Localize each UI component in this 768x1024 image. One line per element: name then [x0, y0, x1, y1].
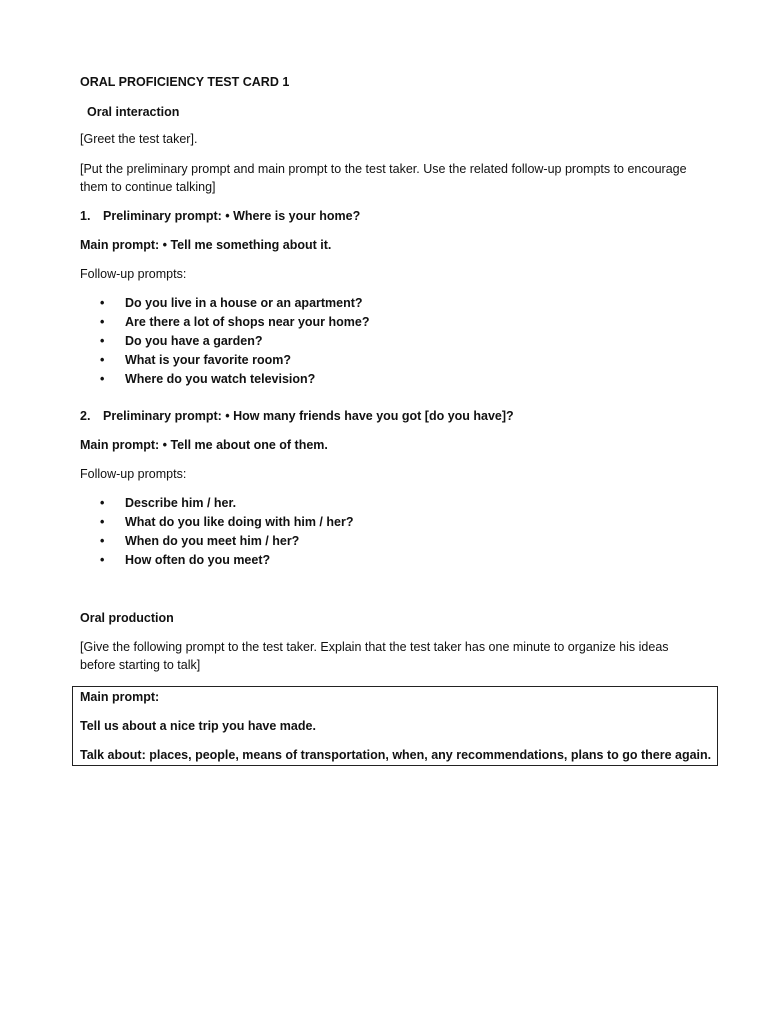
item-number: 1.	[80, 209, 91, 223]
bullet-icon: •	[100, 553, 105, 567]
main-prompt-box	[72, 686, 718, 766]
box-prompt: Tell us about a nice trip you have made.	[80, 719, 316, 733]
list-item: • When do you meet him / her?	[100, 532, 299, 551]
page-title: ORAL PROFICIENCY TEST CARD 1	[80, 75, 290, 89]
item-2-preliminary	[80, 407, 514, 426]
bullet-icon: •	[100, 496, 105, 510]
list-item: • Do you have a garden?	[100, 332, 263, 351]
list-item: • Are there a lot of shops near your home?	[100, 313, 370, 332]
item-2-main-prompt: Main prompt: • Tell me about one of them.	[80, 438, 328, 452]
item-2-followup-label: Follow-up prompts:	[80, 467, 187, 481]
item-1-preliminary	[80, 207, 360, 226]
section-heading-oral-production: Oral production	[80, 611, 174, 625]
bullet-icon: •	[100, 315, 105, 329]
production-instruction-line-2: before starting to talk]	[80, 658, 201, 672]
item-number: 2.	[80, 409, 91, 423]
list-item: • Where do you watch television?	[100, 370, 315, 389]
list-item: • How often do you meet?	[100, 551, 270, 570]
item-1-followup-label: Follow-up prompts:	[80, 267, 187, 281]
section-heading-oral-interaction: Oral interaction	[87, 105, 180, 119]
preliminary-prompt-text: Preliminary prompt: • Where is your home?	[103, 209, 361, 223]
item-1-main-prompt: Main prompt: • Tell me something about it.	[80, 238, 332, 252]
box-label: Main prompt:	[80, 690, 160, 704]
production-instruction-line-1: [Give the following prompt to the test taker. Explain that the test taker has one minute to organize his ideas	[80, 640, 669, 654]
bullet-icon: •	[100, 515, 105, 529]
preliminary-prompt-text: Preliminary prompt: • How many friends have you got [do you have]?	[103, 409, 514, 423]
bullet-icon: •	[100, 372, 105, 386]
list-item: • Do you live in a house or an apartment?	[100, 294, 363, 313]
list-item: • What is your favorite room?	[100, 351, 291, 370]
bullet-icon: •	[100, 334, 105, 348]
greet-instruction: [Greet the test taker].	[80, 132, 198, 146]
bullet-icon: •	[100, 534, 105, 548]
bullet-icon: •	[100, 296, 105, 310]
bullet-icon: •	[100, 353, 105, 367]
list-item: • Describe him / her.	[100, 494, 236, 513]
list-item: • What do you like doing with him / her?	[100, 513, 353, 532]
instruction-line-2: them to continue talking]	[80, 180, 216, 194]
instruction-line-1: [Put the preliminary prompt and main prompt to the test taker. Use the related follow-up prompts to encourage	[80, 162, 687, 176]
box-talk-about: Talk about: places, people, means of transportation, when, any recommendations, plans to go there again.	[80, 748, 712, 762]
